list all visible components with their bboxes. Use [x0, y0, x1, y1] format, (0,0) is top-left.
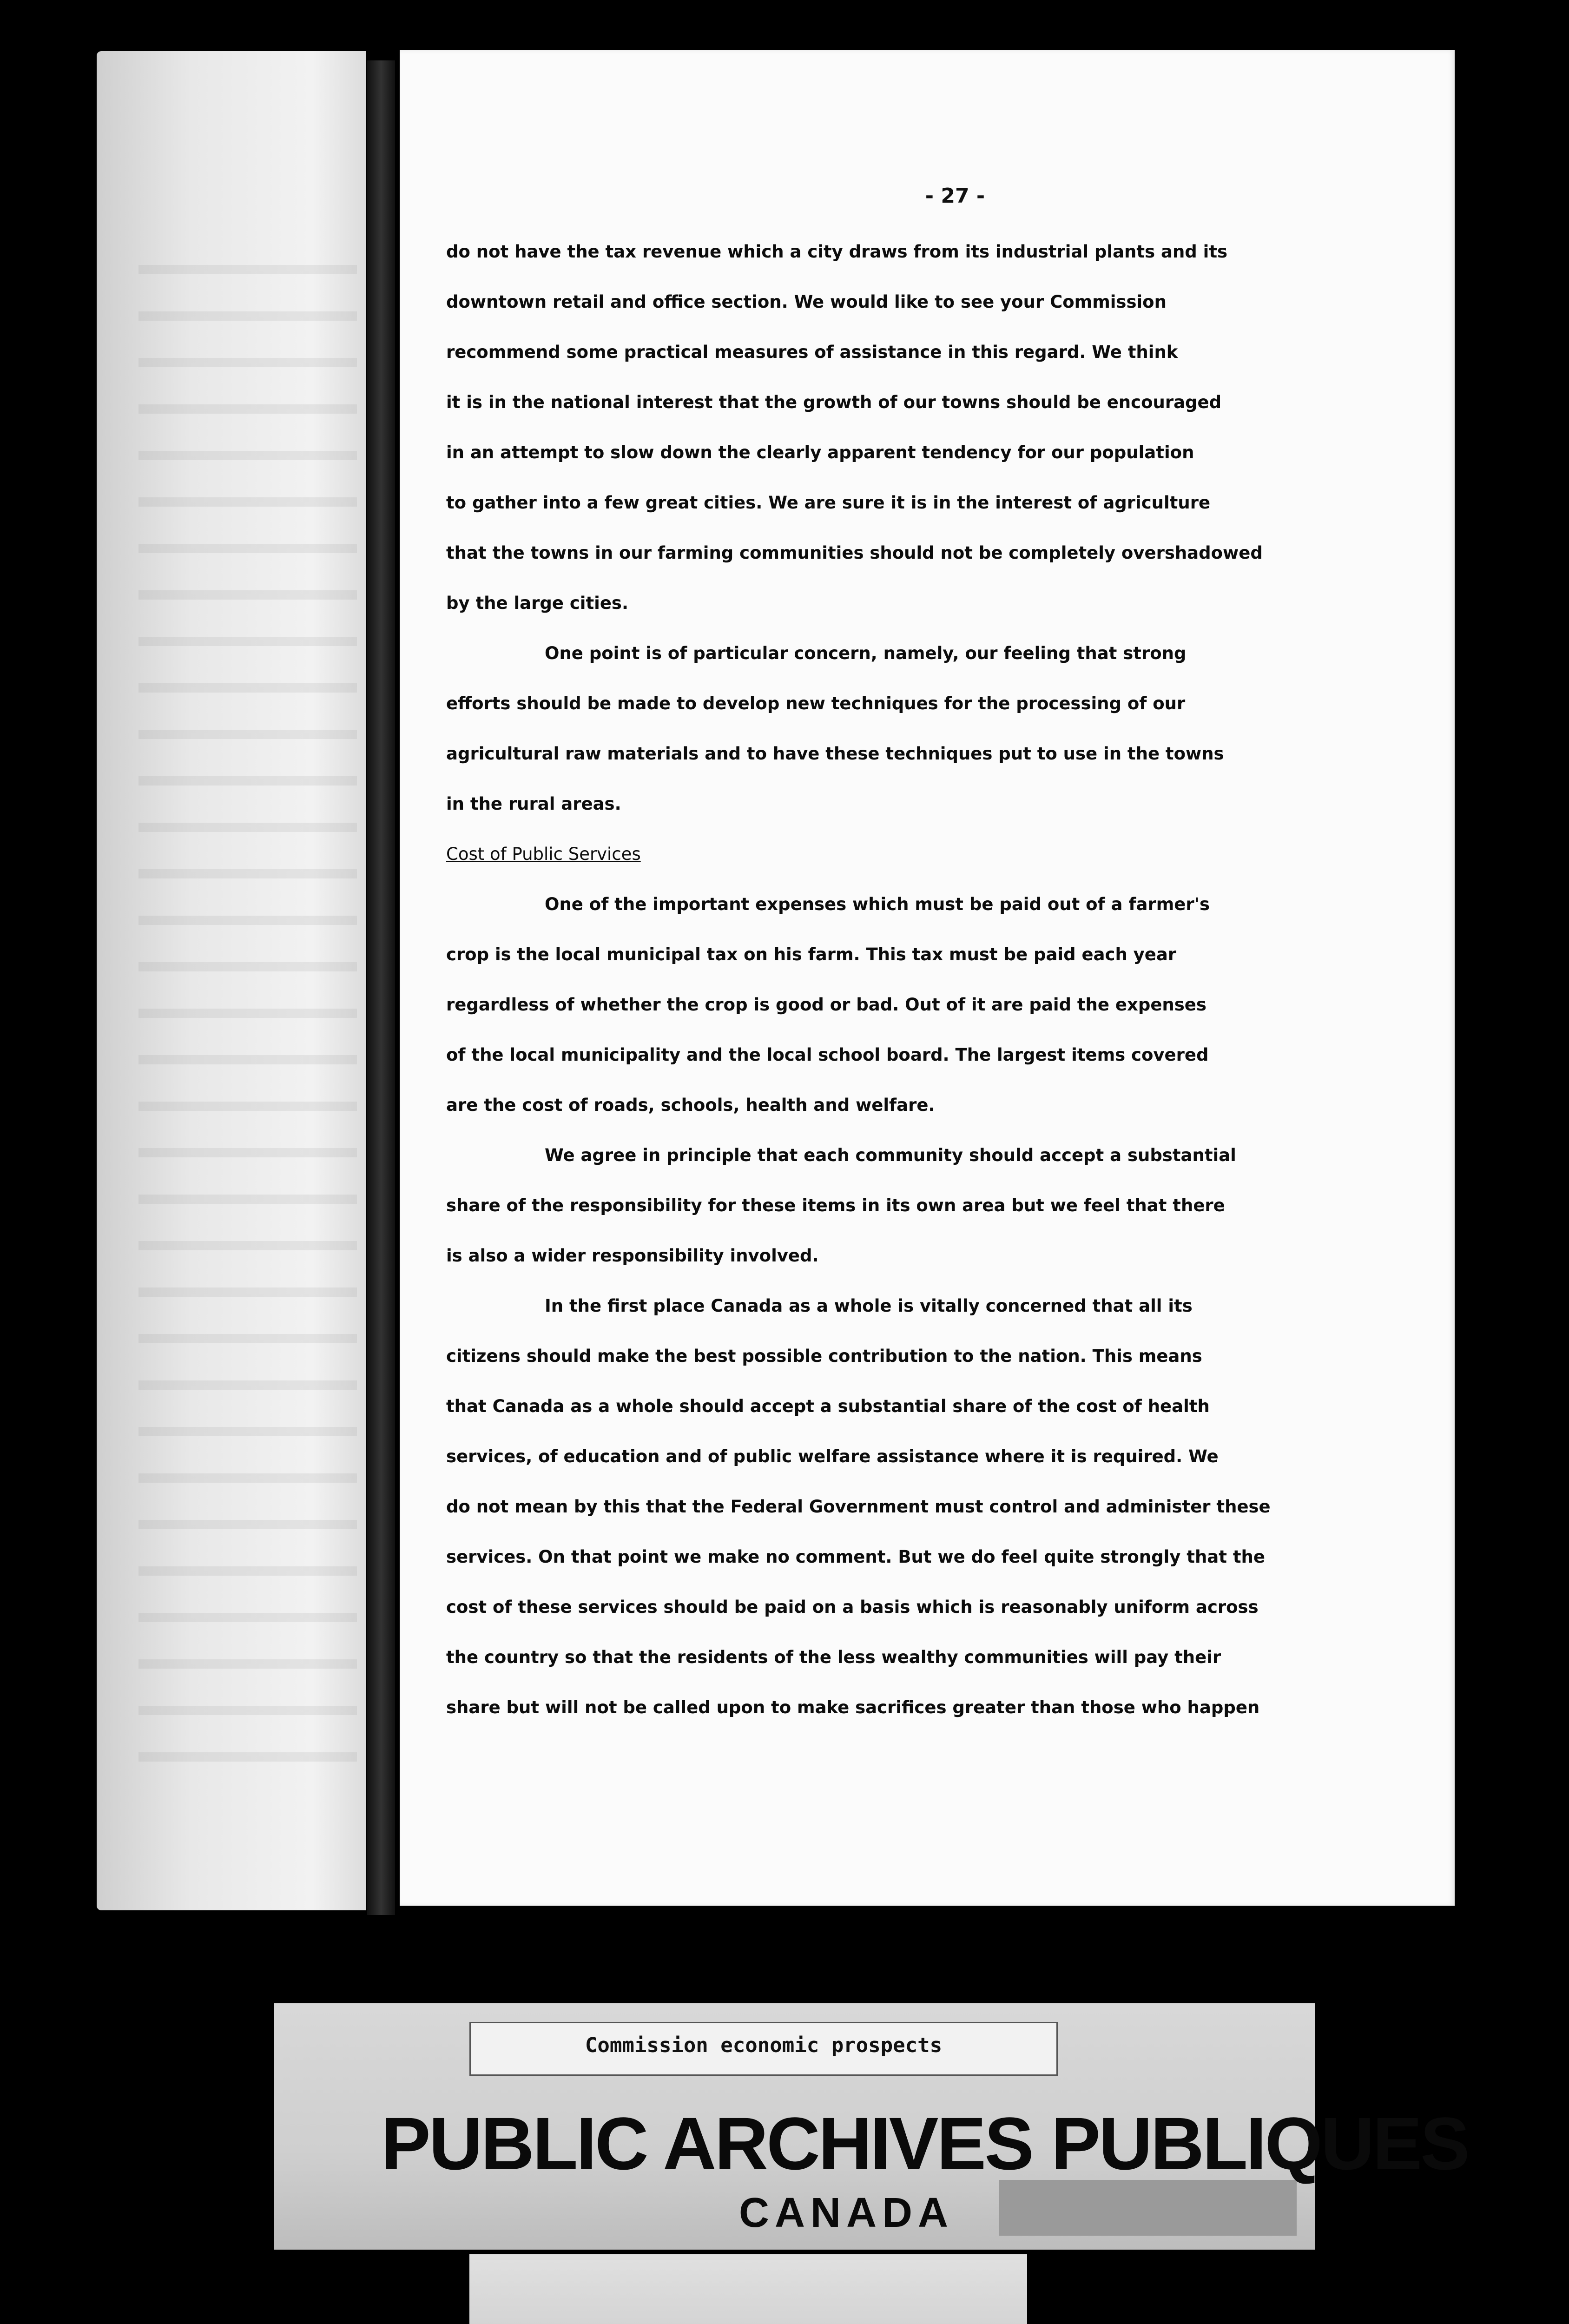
page-number: - 27 -	[925, 184, 985, 208]
collection-name: Commission economic prospects	[585, 2034, 943, 2057]
text-line: of the local municipality and the local school board. The largest items covered	[446, 1045, 1209, 1065]
collection-strip	[469, 2022, 1058, 2076]
text-line: agricultural raw materials and to have these techniques put to use in the towns	[446, 744, 1224, 764]
text-line: to gather into a few great cities. We are sure it is in the interest of agriculture	[446, 493, 1211, 513]
text-line: services, of education and of public welfare assistance where it is required. We	[446, 1446, 1219, 1466]
text-line: In the first place Canada as a whole is vitally concerned that all its	[545, 1296, 1193, 1316]
text-line: do not have the tax revenue which a city draws from its industrial plants and its	[446, 242, 1228, 262]
text-line: share of the responsibility for these items in its own area but we feel that there	[446, 1195, 1225, 1215]
text-line: cost of these services should be paid on a basis which is reasonably uniform across	[446, 1597, 1259, 1617]
label-shadow	[999, 2180, 1297, 2236]
text-line: We agree in principle that each community should accept a substantial	[545, 1145, 1236, 1165]
text-line: share but will not be called upon to make sacrifices greater than those who happen	[446, 1697, 1260, 1717]
text-line: downtown retail and office section. We would like to see your Commission	[446, 292, 1167, 312]
section-heading	[446, 829, 1427, 879]
section-heading-text: Cost of Public Services	[446, 844, 641, 864]
text-line: in the rural areas.	[446, 794, 621, 814]
archive-title: PUBLIC ARCHIVES PUBLIQUES	[381, 2102, 1468, 2185]
document-page	[400, 50, 1455, 1906]
archive-subtitle: CANADA	[739, 2190, 954, 2236]
text-line: that Canada as a whole should accept a substantial share of the cost of health	[446, 1396, 1210, 1416]
text-line: efforts should be made to develop new techniques for the processing of our	[446, 693, 1186, 713]
text-line: that the towns in our farming communities should not be completely overshadowed	[446, 543, 1263, 563]
body-text	[446, 227, 1427, 1733]
text-line: regardless of whether the crop is good or bad. Out of it are paid the expenses	[446, 995, 1206, 1015]
book-spine	[367, 60, 395, 1915]
text-line: One point is of particular concern, namely, our feeling that strong	[545, 643, 1187, 663]
text-line: One of the important expenses which must be paid out of a farmer's	[545, 894, 1210, 914]
text-line: crop is the local municipal tax on his farm. This tax must be paid each year	[446, 944, 1177, 964]
previous-page-edge	[97, 51, 366, 1910]
archive-label	[274, 2003, 1468, 2254]
label-tab	[469, 2254, 1027, 2324]
text-line: by the large cities.	[446, 593, 629, 613]
text-line: it is in the national interest that the growth of our towns should be encouraged	[446, 392, 1222, 412]
text-line: is also a wider responsibility involved.	[446, 1246, 819, 1266]
text-line: citizens should make the best possible contribution to the nation. This means	[446, 1346, 1202, 1366]
text-line: the country so that the residents of the less wealthy communities will pay their	[446, 1647, 1221, 1667]
text-line: in an attempt to slow down the clearly apparent tendency for our population	[446, 442, 1194, 462]
text-line: are the cost of roads, schools, health and welfare.	[446, 1095, 935, 1115]
text-line: do not mean by this that the Federal Government must control and administer these	[446, 1497, 1271, 1517]
text-line: services. On that point we make no comment. But we do feel quite strongly that the	[446, 1547, 1265, 1567]
bleed-through-text	[138, 228, 357, 1771]
text-line: recommend some practical measures of assistance in this regard. We think	[446, 342, 1178, 362]
